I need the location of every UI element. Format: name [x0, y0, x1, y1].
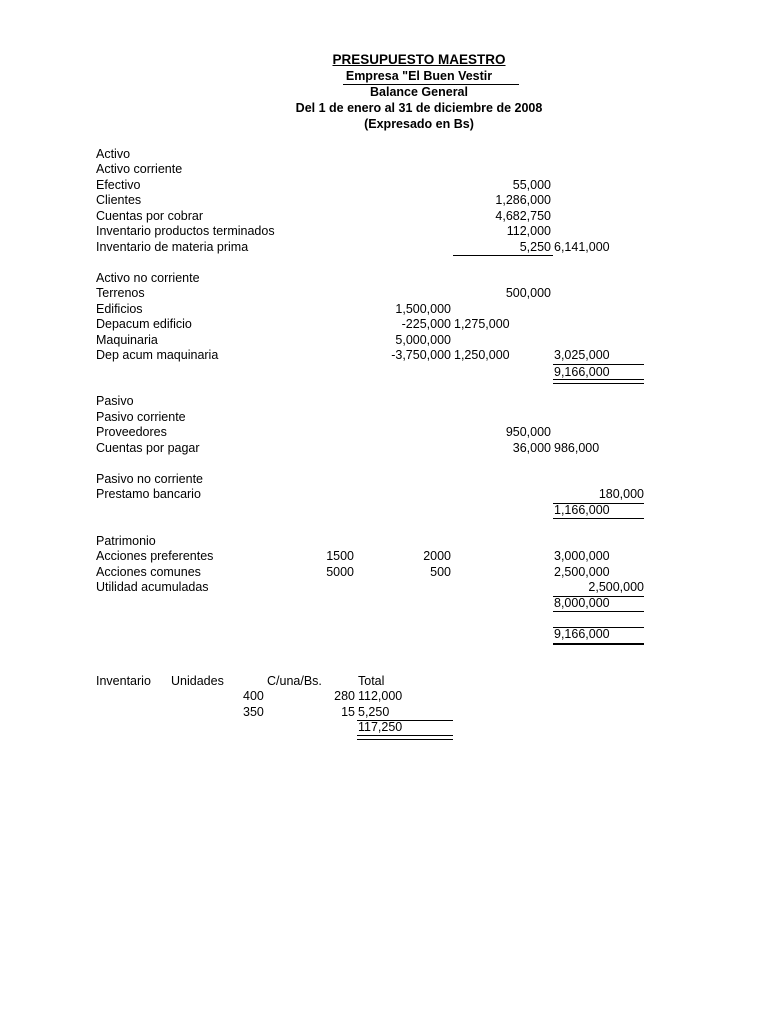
- acciones-comunes-amount: 2,500,000: [554, 565, 610, 579]
- acciones-comunes-price: 500: [430, 565, 451, 579]
- inv-productos-label: Inventario productos terminados: [96, 224, 275, 238]
- activo-heading: Activo: [96, 147, 131, 161]
- terrenos-amount: 500,000: [505, 286, 551, 300]
- edificios-amount: 1,500,000: [395, 302, 451, 316]
- unidades-header: Unidades: [171, 674, 224, 688]
- activo-total-double-rule: [553, 379, 644, 384]
- utilidad-amount: 2,500,000: [588, 580, 644, 594]
- pasivo-total-rule: [553, 518, 644, 519]
- activo-no-corriente-heading: Activo no corriente: [96, 271, 200, 285]
- cuentas-cobrar-amount: 4,682,750: [495, 209, 551, 223]
- grand-total-bottom-rule: [553, 643, 644, 645]
- activo-total: 9,166,000: [554, 365, 610, 379]
- pasivo-corriente-total: 986,000: [554, 441, 600, 455]
- dep-edificio-label: Depacum edificio: [96, 317, 192, 331]
- terrenos-label: Terrenos: [96, 286, 145, 300]
- prestamo-label: Prestamo bancario: [96, 487, 201, 501]
- acciones-comunes-qty: 5000: [326, 565, 354, 579]
- cuentas-cobrar-label: Cuentas por cobrar: [96, 209, 204, 223]
- prestamo-amount: 180,000: [598, 487, 644, 501]
- inventario-header: Inventario: [96, 674, 151, 688]
- edificios-label: Edificios: [96, 302, 143, 316]
- inv-materia-amount: 5,250: [519, 240, 551, 254]
- acciones-comunes-label: Acciones comunes: [96, 565, 201, 579]
- inv-row1-cost: 280: [334, 689, 355, 703]
- maquinaria-net-amount: 1,250,000: [454, 348, 510, 362]
- inv-row2-total: 5,250: [358, 705, 390, 719]
- efectivo-amount: 55,000: [512, 178, 551, 192]
- report-period: Del 1 de enero al 31 de diciembre de 2008: [295, 101, 543, 115]
- activo-no-corriente-total: 3,025,000: [554, 348, 610, 362]
- pasivo-no-corriente-heading: Pasivo no corriente: [96, 472, 204, 486]
- pasivo-corriente-heading: Pasivo corriente: [96, 410, 186, 424]
- acciones-preferentes-qty: 1500: [326, 549, 354, 563]
- maquinaria-label: Maquinaria: [96, 333, 158, 347]
- cuentas-pagar-amount: 36,000: [512, 441, 551, 455]
- inventario-sum-double-rule: [357, 735, 453, 740]
- inventario-sum: 117,250: [358, 720, 403, 734]
- inv-row2-units: 350: [243, 705, 264, 719]
- inv-row1-units: 400: [243, 689, 264, 703]
- patrimonio-total-rule: [553, 611, 644, 612]
- inv-productos-amount: 112,000: [506, 224, 551, 238]
- proveedores-amount: 950,000: [505, 425, 551, 439]
- efectivo-label: Efectivo: [96, 178, 141, 192]
- dep-edificio-amount: -225,000: [401, 317, 451, 331]
- activo-corriente-heading: Activo corriente: [96, 162, 183, 176]
- inv-row2-cost: 15: [341, 705, 355, 719]
- inv-row1-total: 112,000: [358, 689, 403, 703]
- report-currency: (Expresado en Bs): [364, 117, 474, 131]
- patrimonio-heading: Patrimonio: [96, 534, 156, 548]
- acciones-preferentes-label: Acciones preferentes: [96, 549, 214, 563]
- cuentas-pagar-label: Cuentas por pagar: [96, 441, 200, 455]
- pasivo-patrimonio-total: 9,166,000: [554, 627, 610, 641]
- company-name: Empresa "El Buen Vestir: [345, 69, 493, 83]
- dep-maquinaria-label: Dep acum maquinaria: [96, 348, 219, 362]
- acciones-preferentes-price: 2000: [423, 549, 451, 563]
- activo-corriente-rule: [453, 255, 553, 256]
- acciones-preferentes-amount: 3,000,000: [554, 549, 610, 563]
- costo-unitario-header: C/una/Bs.: [267, 674, 322, 688]
- clientes-label: Clientes: [96, 193, 142, 207]
- dep-maquinaria-amount: -3,750,000: [391, 348, 451, 362]
- activo-corriente-total: 6,141,000: [554, 240, 610, 254]
- total-header: Total: [358, 674, 385, 688]
- pasivo-total: 1,166,000: [554, 503, 610, 517]
- pasivo-heading: Pasivo: [96, 394, 134, 408]
- patrimonio-total: 8,000,000: [554, 596, 610, 610]
- proveedores-label: Proveedores: [96, 425, 167, 439]
- clientes-amount: 1,286,000: [495, 193, 551, 207]
- maquinaria-amount: 5,000,000: [395, 333, 451, 347]
- report-name: Balance General: [370, 85, 468, 99]
- utilidad-label: Utilidad acumuladas: [96, 580, 209, 594]
- document-title: PRESUPUESTO MAESTRO: [332, 52, 506, 67]
- inv-materia-label: Inventario de materia prima: [96, 240, 249, 254]
- edificio-net-amount: 1,275,000: [454, 317, 510, 331]
